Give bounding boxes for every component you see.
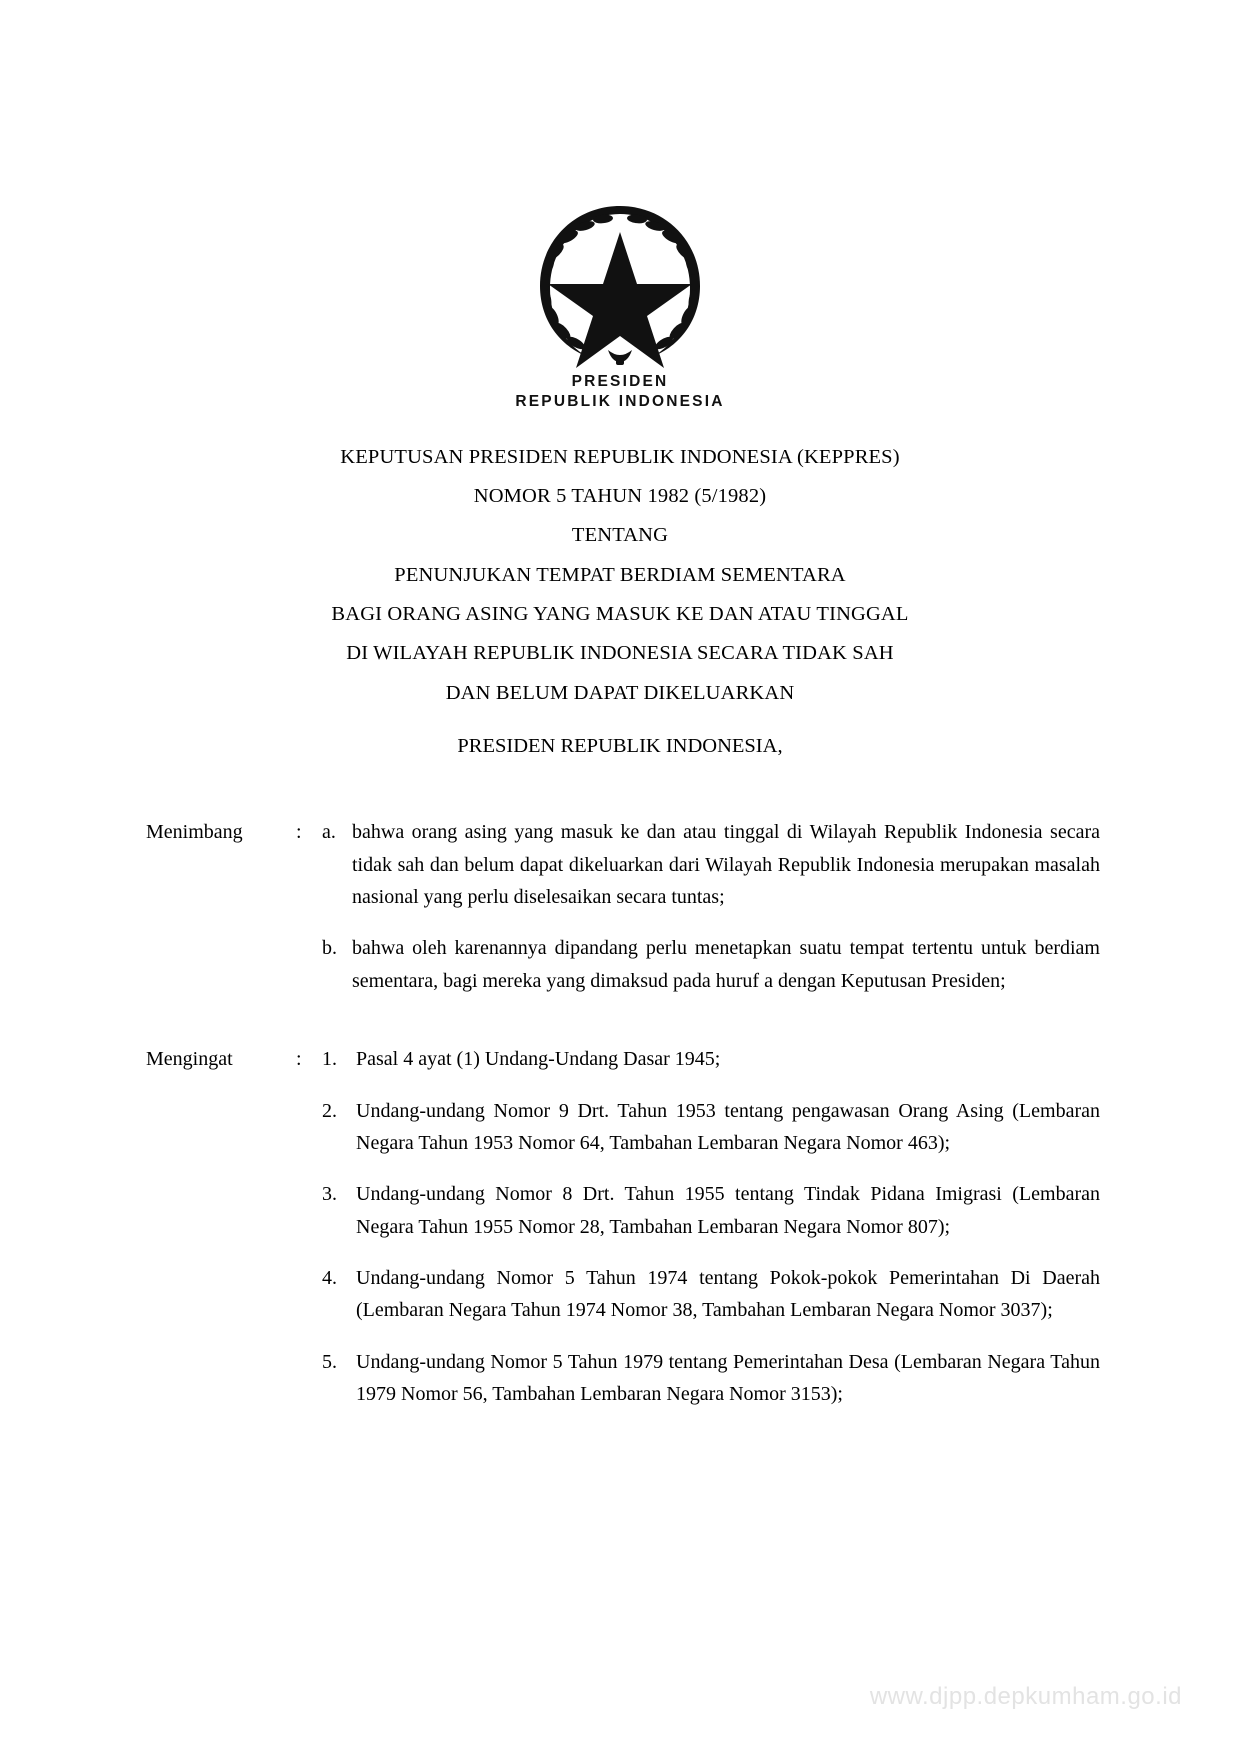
item-marker: 1. [322,1048,337,1071]
clause-mengingat [146,1043,1100,1411]
item-text: Pasal 4 ayat (1) Undang-Undang Dasar 1945; [356,1048,721,1071]
clause-label: Menimbang [146,821,243,844]
clause-colon: : [296,821,302,844]
document-title-block [0,438,1240,714]
emblem-caption-line2: REPUBLIK INDONESIA [515,392,725,410]
item-text: bahwa oleh karenannya dipandang perlu menetapkan suatu tempat tertentu untuk berdiam sementara, bagi mereka yang dimaksud pada huruf a dengan Keputusan Presiden; [352,937,1100,992]
clause-items [322,1043,1100,1411]
list-item [322,1178,1100,1243]
item-text: Undang-undang Nomor 5 Tahun 1979 tentang Pemerintahan Desa (Lembaran Negara Tahun 1979 Nomor 56, Tambahan Lembaran Negara Nomor 3153); [356,1350,1100,1406]
title-line-6: DI WILAYAH REPUBLIK INDONESIA SECARA TIDAK SAH [346,642,894,665]
clause-menimbang [146,816,1100,997]
item-text: Undang-undang Nomor 5 Tahun 1974 tentang Pokok-pokok Pemerintahan Di Daerah (Lembaran Negara Tahun 1974 Nomor 38, Tambahan Lembaran Negara Nomor 3037); [356,1267,1100,1322]
clause-label: Mengingat [146,1048,233,1071]
list-item [322,1346,1100,1411]
emblem-caption-line1: PRESIDEN [571,373,669,390]
title-line-5: BAGI ORANG ASING YANG MASUK KE DAN ATAU TINGGAL [331,603,909,626]
clause-items [322,816,1100,997]
issuing-authority: PRESIDEN REPUBLIK INDONESIA, [457,735,783,758]
title-line-1: KEPUTUSAN PRESIDEN REPUBLIK INDONESIA (KEPPRES) [340,445,900,468]
clause-colon: : [296,1048,302,1071]
item-marker: 5. [322,1350,337,1373]
site-watermark: www.djpp.depkumham.go.id [869,1683,1182,1710]
document-body [0,816,1240,1410]
item-text: Undang-undang Nomor 8 Drt. Tahun 1955 tentang Tindak Pidana Imigrasi (Lembaran Negara Tahun 1955 Nomor 28, Tambahan Lembaran Negara Nomor 807); [356,1183,1100,1238]
item-marker: 3. [322,1183,337,1206]
title-line-2: NOMOR 5 TAHUN 1982 (5/1982) [473,485,767,508]
title-line-4: PENUNJUKAN TEMPAT BERDIAM SEMENTARA [394,563,846,586]
title-line-3: TENTANG [571,524,669,547]
item-marker: b. [322,937,337,960]
title-line-7: DAN BELUM DAPAT DIKELUARKAN [445,681,795,704]
item-marker: a. [322,821,336,844]
item-text: Undang-undang Nomor 9 Drt. Tahun 1953 tentang pengawasan Orang Asing (Lembaran Negara Tahun 1953 Nomor 64, Tambahan Lembaran Negara Nomor 463); [356,1099,1100,1154]
list-item [322,1095,1100,1160]
list-item [322,1043,1100,1075]
emblem-caption [515,372,724,412]
item-text: bahwa orang asing yang masuk ke dan atau tinggal di Wilayah Republik Indonesia secara tidak sah dan belum dapat dikeluarkan dari Wilayah Republik Indonesia merupakan masalah nasional yang perlu diselesaikan secara tuntas; [352,821,1100,908]
list-item [322,932,1100,997]
garuda-star-wreath-emblem [520,198,720,368]
item-marker: 2. [322,1099,337,1122]
emblem-block [0,198,1240,412]
list-item [322,816,1100,913]
item-marker: 4. [322,1267,337,1290]
list-item [322,1262,1100,1327]
